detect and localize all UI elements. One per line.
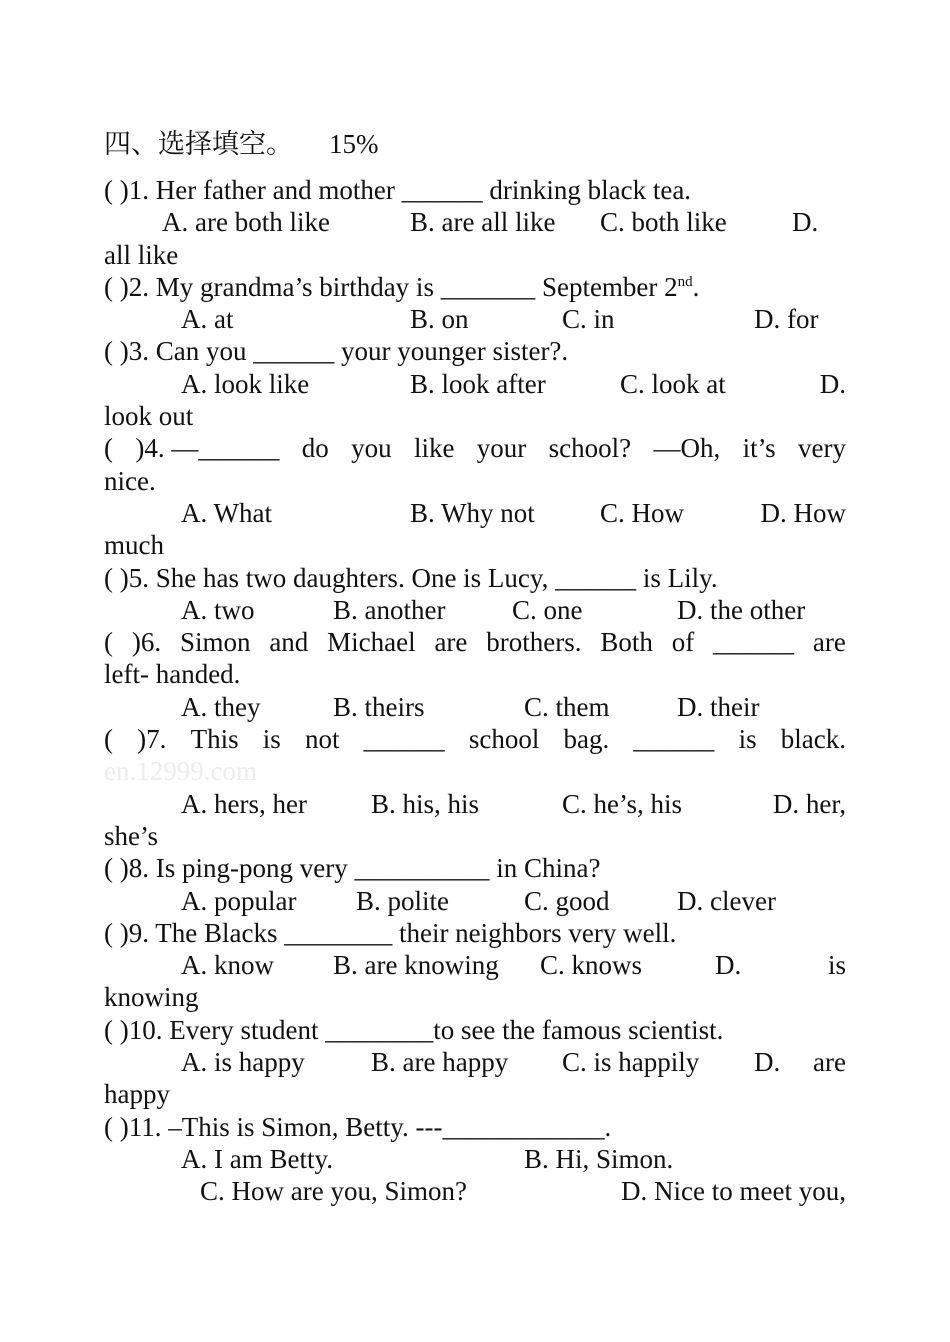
option-d: D. How [760, 497, 846, 528]
option-c: C. he’s, his [562, 788, 683, 819]
option-c: C. look at [620, 368, 726, 399]
stem-word: do [301, 433, 329, 464]
option-b: B. on [410, 304, 469, 335]
question-7-stem [104, 723, 846, 755]
section-heading [104, 128, 379, 160]
question-8-options [104, 885, 846, 917]
option-d: D. the other [677, 594, 806, 625]
question-3-options [104, 368, 846, 400]
question-5-stem: ( )5. She has two daughters. One is Lucy, ______ is Lily. [104, 562, 718, 593]
question-7-option-d-text: she’s [104, 820, 158, 851]
question-11-stem: ( )11. –This is Simon, Betty. ---____________. [104, 1111, 612, 1142]
watermark-text: en.12999.com [104, 756, 257, 787]
question-list [104, 174, 846, 1208]
question-10-options [104, 1046, 846, 1078]
option-d: D. their [677, 691, 760, 722]
question-4-option-d-text: much [104, 530, 164, 561]
stem-word: you [351, 433, 392, 464]
question-11-options-row-2 [104, 1175, 846, 1207]
question-7-options [104, 788, 846, 820]
question-2-stem-text: ( )2. My grandma’s birthday is _______ September 2 [104, 271, 678, 302]
option-b: B. his, his [371, 788, 480, 819]
option-d-word: is [827, 950, 846, 981]
stem-word: very [797, 433, 846, 464]
stem-word: like [413, 433, 455, 464]
option-d: D. [715, 950, 742, 981]
question-8-stem: ( )8. Is ping-pong very __________ in China? [104, 853, 601, 884]
stem-word: of [671, 627, 695, 658]
option-c: C. one [512, 594, 583, 625]
option-a: A. What [181, 497, 272, 528]
question-3-option-d-text: look out [104, 401, 194, 432]
question-2-options [104, 303, 846, 335]
question-9-option-d-text: knowing [104, 982, 199, 1013]
stem-word: Simon [179, 627, 251, 658]
question-4-options [104, 497, 846, 529]
question-6-options [104, 691, 846, 723]
stem-word: Both [600, 627, 653, 658]
option-b: B. look after [410, 368, 546, 399]
question-9-options [104, 949, 846, 981]
option-a: A. popular [181, 885, 297, 916]
option-d: D. [754, 1047, 781, 1078]
option-b: B. are knowing [333, 950, 499, 981]
stem-word: bag. [563, 724, 610, 755]
option-c: C. How [600, 497, 685, 528]
option-c: C. good [524, 885, 610, 916]
stem-word: not [304, 724, 340, 755]
option-d: D. [819, 368, 846, 399]
option-d: D. clever [677, 885, 776, 916]
superscript-ordinal: nd [677, 273, 693, 290]
stem-word: )7. [137, 724, 167, 755]
option-b: B. theirs [333, 691, 425, 722]
stem-word: —Oh, [653, 433, 721, 464]
option-d: D. Nice to meet you, [621, 1176, 846, 1207]
question-2-stem [104, 271, 846, 303]
option-a: A. at [181, 304, 234, 335]
question-4-stem-wrap: nice. [104, 465, 156, 496]
option-b: B. another [333, 594, 446, 625]
question-6-stem [104, 626, 846, 658]
stem-word: it’s [742, 433, 776, 464]
option-c: C. knows [540, 950, 643, 981]
option-b: B. are all like [410, 207, 556, 238]
option-b: B. Hi, Simon. [524, 1143, 674, 1174]
question-10-stem: ( )10. Every student ________to see the famous scientist. [104, 1014, 724, 1045]
stem-word: brothers. [486, 627, 582, 658]
option-c: C. How are you, Simon? [200, 1176, 467, 1207]
question-10-option-d-text: happy [104, 1079, 170, 1110]
stem-word: is [738, 724, 757, 755]
option-c: C. both like [600, 207, 727, 238]
stem-word: Michael [327, 627, 416, 658]
option-a: A. is happy [181, 1047, 305, 1078]
section-score: 15% [329, 129, 379, 159]
option-c: C. is happily [562, 1047, 700, 1078]
option-b: B. polite [356, 885, 449, 916]
stem-word: are [434, 627, 468, 658]
stem-word: school [468, 724, 540, 755]
stem-word: black. [780, 724, 846, 755]
stem-word: and [269, 627, 309, 658]
option-a: A. they [181, 691, 261, 722]
option-c: C. in [562, 304, 615, 335]
stem-word: ______ [713, 627, 795, 658]
section-title: 四、选择填空。 [104, 129, 293, 159]
question-1-option-d-text: all like [104, 239, 179, 270]
stem-word: is [262, 724, 281, 755]
question-1-stem: ( )1. Her father and mother ______ drinking black tea. [104, 175, 692, 205]
stem-word: ( [104, 433, 113, 464]
question-11-options-row-1 [104, 1143, 846, 1175]
option-a: A. look like [181, 368, 310, 399]
stem-word: are [812, 627, 846, 658]
option-a: A. hers, her [181, 788, 307, 819]
option-a: A. are both like [162, 207, 330, 238]
option-b: B. are happy [371, 1047, 509, 1078]
stem-word: )6. [131, 627, 162, 658]
option-d: D. for [754, 304, 819, 335]
option-d: D. her, [772, 788, 846, 819]
option-b: B. Why not [410, 497, 535, 528]
stem-word: ______ [363, 724, 445, 755]
stem-word: )4. —______ [135, 433, 280, 464]
stem-word: your [476, 433, 527, 464]
option-c: C. them [524, 691, 610, 722]
stem-word: ( [104, 724, 113, 755]
question-3-stem: ( )3. Can you ______ your younger sister?. [104, 336, 569, 367]
question-1-options [104, 206, 846, 238]
option-d-word: are [813, 1047, 846, 1078]
stem-word: school? [548, 433, 632, 464]
option-d: D. [792, 207, 819, 238]
option-a: A. know [181, 950, 274, 981]
question-2-stem-end: . [692, 271, 700, 302]
option-a: A. I am Betty. [181, 1143, 333, 1174]
question-4-stem [104, 432, 846, 464]
question-5-options [104, 594, 846, 626]
stem-word: ( [104, 627, 113, 658]
question-9-stem: ( )9. The Blacks ________ their neighbors very well. [104, 917, 677, 948]
stem-word: This [190, 724, 239, 755]
stem-word: ______ [633, 724, 715, 755]
option-a: A. two [181, 594, 255, 625]
question-6-stem-wrap: left- handed. [104, 659, 241, 690]
